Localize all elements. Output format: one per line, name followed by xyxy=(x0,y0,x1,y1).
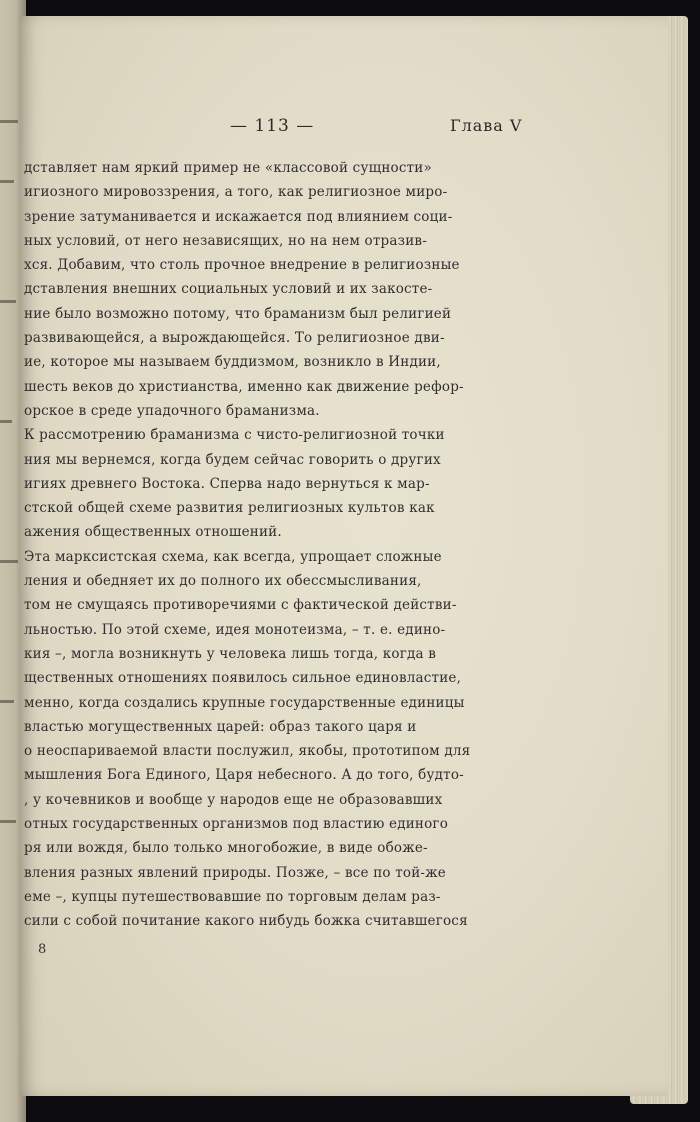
text-line: шесть веков до христианства, именно как движение рефор- xyxy=(24,378,464,395)
text-line: зрение затуманивается и искажается под влиянием соци- xyxy=(24,208,453,225)
text-line: ние было возможно потому, что браманизм был религией xyxy=(24,305,452,322)
text-line: хся. Добавим, что столь прочное внедрение в религиозные xyxy=(24,257,460,274)
text-line: кия –, могла возникнуть у человека лишь тогда, когда в xyxy=(24,645,437,662)
text-line: развивающейся, а вырождающейся. То религиозное дви- xyxy=(24,330,445,347)
text-line: властью могущественных царей: образ такого царя и xyxy=(24,718,417,735)
text-line: стской общей схеме развития религиозных культов как xyxy=(24,500,435,517)
text-line: ния мы вернемся, когда будем сейчас говорить о других xyxy=(24,451,441,468)
text-line: орское в среде упадочного браманизма. xyxy=(24,402,320,419)
text-line: дставления внешних социальных условий и их закосте- xyxy=(24,281,433,298)
text-line: сили с собой почитание какого нибудь божка считавшегося xyxy=(24,913,468,930)
text-line: ления и обедняет их до полного их обессмысливания, xyxy=(24,573,422,590)
text-line: дставляет нам яркий пример не «классовой сущности» xyxy=(24,160,432,176)
text-line: том не смущаясь противоречиями с фактической действи- xyxy=(24,597,457,614)
page-number: — 113 — xyxy=(230,116,315,136)
text-line: мышления Бога Единого, Царя небесного. А до того, будто- xyxy=(24,767,464,784)
text-line: игиозного мировоззрения, а того, как религиозное миро- xyxy=(24,184,448,201)
text-line: ажения общественных отношений. xyxy=(24,524,282,541)
text-line: о неоспариваемой власти послужил, якобы, прототипом для xyxy=(24,743,471,760)
text-line: , у кочевников и вообще у народов еще не образовавших xyxy=(24,791,443,808)
signature-mark: 8 xyxy=(38,942,47,957)
text-line: вления разных явлений природы. Позже, – все по той-же xyxy=(24,864,447,881)
text-line: щественных отношениях появилось сильное единовластие, xyxy=(24,670,462,687)
text-line: игиях древнего Востока. Сперва надо вернуться к мар- xyxy=(24,475,430,492)
text-line: ие, которое мы называем буддизмом, возникло в Индии, xyxy=(24,354,441,371)
page-header xyxy=(20,116,660,142)
body-text xyxy=(24,156,536,934)
text-line: ря или вождя, было только многобожие, в виде обоже- xyxy=(24,840,428,857)
text-line: Эта марксистская схема, как всегда, упрощает сложные xyxy=(24,548,442,565)
text-line: ных условий, от него независящих, но на нем отразив- xyxy=(24,232,427,249)
running-head: Глава V xyxy=(450,116,523,135)
text-line: льностью. По этой схеме, идея монотеизма, – т. е. едино- xyxy=(24,621,446,638)
text-line: К рассмотрению браманизма с чисто-религиозной точки xyxy=(24,427,445,444)
text-line: менно, когда создались крупные государственные единицы xyxy=(24,694,465,711)
text-line: отных государственных организмов под властию единого xyxy=(24,816,449,833)
text-line: еме –, купцы путешествовавшие по торговым делам раз- xyxy=(24,888,441,905)
book-page xyxy=(20,16,668,1096)
